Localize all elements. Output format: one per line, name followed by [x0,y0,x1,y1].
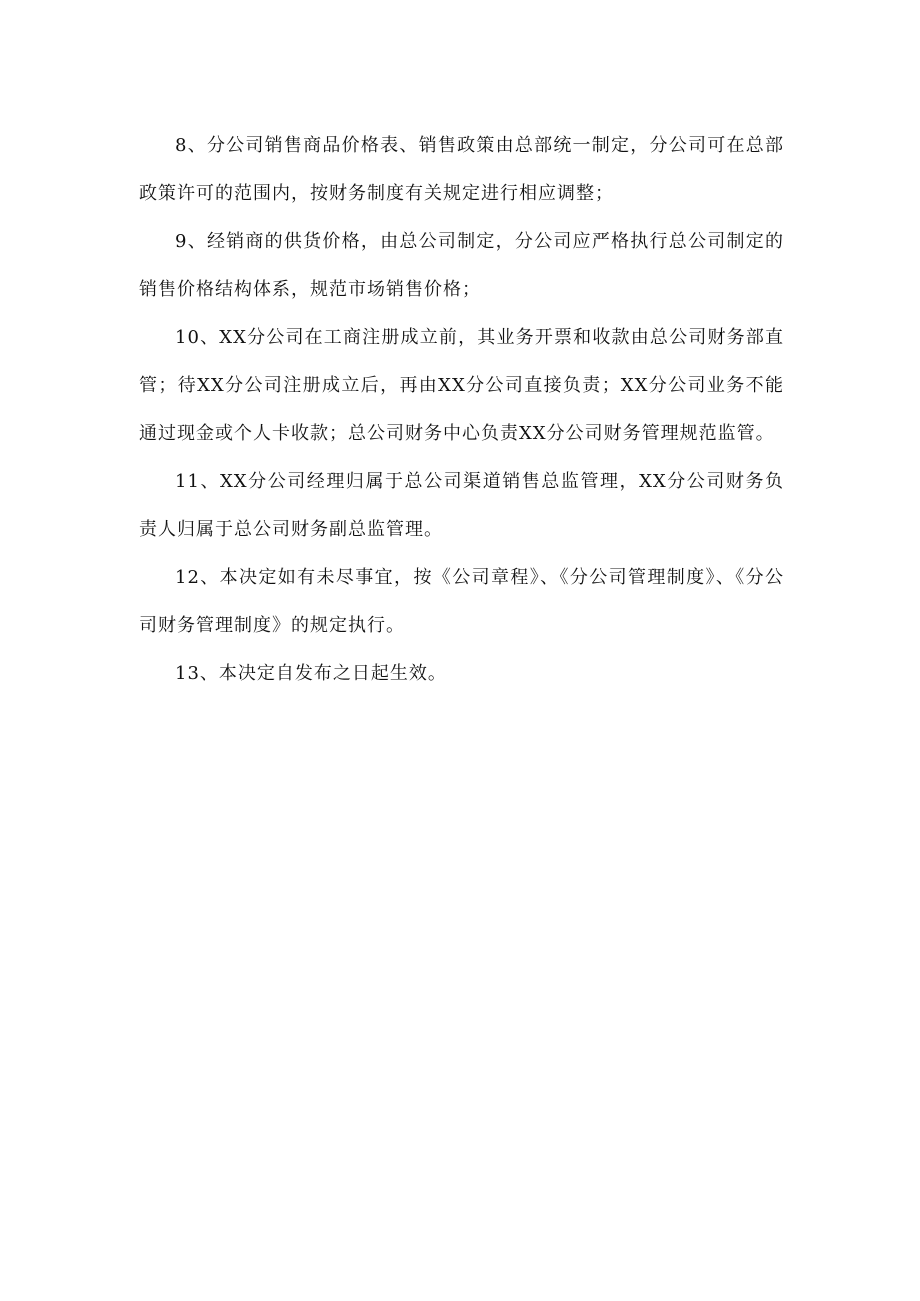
paragraph-item-11: 11、XX分公司经理归属于总公司渠道销售总监管理，XX分公司财务负责人归属于总公司财务副总监管理。 [139,471,784,540]
document-body [139,122,784,698]
paragraph-item-12: 12、本决定如有未尽事宜，按《公司章程》、《分公司管理制度》、《分公司财务管理制度》的规定执行。 [139,567,784,636]
paragraph-item-10: 10、XX分公司在工商注册成立前，其业务开票和收款由总公司财务部直管；待XX分公司注册成立后，再由XX分公司直接负责；XX分公司业务不能通过现金或个人卡收款；总公司财务中心负责XX分公司财务管理规范监管。 [139,327,784,444]
paragraph-item-13: 13、本决定自发布之日起生效。 [175,663,447,684]
paragraph-item-9: 9、经销商的供货价格，由总公司制定，分公司应严格执行总公司制定的销售价格结构体系，规范市场销售价格； [139,231,784,300]
paragraph-item-8: 8、分公司销售商品价格表、销售政策由总部统一制定，分公司可在总部政策许可的范围内，按财务制度有关规定进行相应调整； [139,135,784,204]
